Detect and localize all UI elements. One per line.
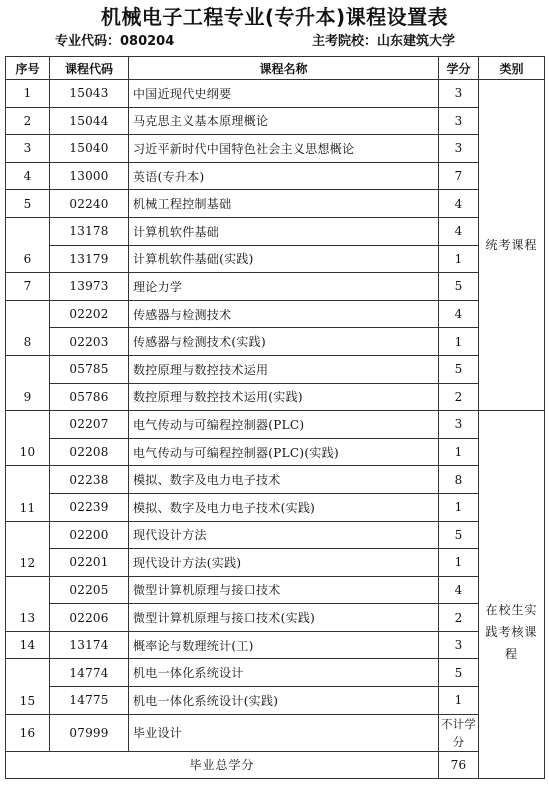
seq-cell: 5 xyxy=(6,190,50,218)
course-table xyxy=(5,56,545,779)
seq-cell: 7 xyxy=(6,273,50,301)
header-code: 课程代码 xyxy=(50,57,129,80)
table-row xyxy=(6,107,545,135)
name-cell: 机电一体化系统设计 xyxy=(129,659,439,687)
code-cell: 02240 xyxy=(50,190,129,218)
name-cell: 机电一体化系统设计(实践) xyxy=(129,687,439,715)
table-row xyxy=(6,687,545,715)
table-row xyxy=(6,190,545,218)
name-cell: 计算机软件基础 xyxy=(129,217,439,245)
credit-cell: 1 xyxy=(439,687,479,715)
credit-cell: 5 xyxy=(439,355,479,383)
credit-cell: 1 xyxy=(439,549,479,577)
code-cell: 05785 xyxy=(50,355,129,383)
total-value: 76 xyxy=(439,751,479,778)
name-cell: 模拟、数字及电力电子技术(实践) xyxy=(129,493,439,521)
seq-cell: 10 xyxy=(6,411,50,466)
credit-cell: 3 xyxy=(439,631,479,659)
total-row xyxy=(6,751,545,778)
code-cell: 02207 xyxy=(50,411,129,439)
credit-cell: 5 xyxy=(439,659,479,687)
seq-cell: 1 xyxy=(6,80,50,108)
credit-cell: 3 xyxy=(439,107,479,135)
name-cell: 概率论与数理统计(工) xyxy=(129,631,439,659)
credit-cell: 8 xyxy=(439,466,479,494)
credit-cell: 1 xyxy=(439,493,479,521)
name-cell: 传感器与检测技术 xyxy=(129,300,439,328)
table-row xyxy=(6,80,545,108)
seq-cell: 9 xyxy=(6,355,50,410)
name-cell: 电气传动与可编程控制器(PLC) xyxy=(129,411,439,439)
header-seq: 序号 xyxy=(6,57,50,80)
table-row xyxy=(6,576,545,604)
seq-cell: 8 xyxy=(6,300,50,355)
code-cell: 15040 xyxy=(50,135,129,163)
credit-cell: 4 xyxy=(439,190,479,218)
table-row xyxy=(6,245,545,273)
page-title: 机械电子工程专业(专升本)课程设置表 xyxy=(100,5,449,29)
table-row xyxy=(6,604,545,632)
table-row xyxy=(6,300,545,328)
name-cell: 电气传动与可编程控制器(PLC)(实践) xyxy=(129,438,439,466)
credit-cell: 4 xyxy=(439,217,479,245)
credit-cell: 2 xyxy=(439,383,479,411)
seq-cell: 12 xyxy=(6,521,50,576)
name-cell: 数控原理与数控技术运用 xyxy=(129,355,439,383)
seq-cell: 4 xyxy=(6,162,50,190)
seq-cell: 15 xyxy=(6,659,50,714)
credit-cell: 7 xyxy=(439,162,479,190)
code-cell: 02239 xyxy=(50,493,129,521)
name-cell: 微型计算机原理与接口技术(实践) xyxy=(129,604,439,632)
credit-cell: 4 xyxy=(439,576,479,604)
code-cell: 14774 xyxy=(50,659,129,687)
major-code: 专业代码：080204 xyxy=(55,34,175,49)
seq-cell: 2 xyxy=(6,107,50,135)
category-exam xyxy=(479,80,545,411)
table-header-row xyxy=(6,57,545,80)
seq-cell: 11 xyxy=(6,466,50,521)
table-row xyxy=(6,217,545,245)
credit-cell: 3 xyxy=(439,80,479,108)
credit-cell: 3 xyxy=(439,135,479,163)
code-cell: 02200 xyxy=(50,521,129,549)
name-cell: 现代设计方法 xyxy=(129,521,439,549)
category-school xyxy=(479,411,545,779)
code-cell: 02238 xyxy=(50,466,129,494)
header-category: 类别 xyxy=(479,57,545,80)
credit-cell: 5 xyxy=(439,273,479,301)
name-cell: 数控原理与数控技术运用(实践) xyxy=(129,383,439,411)
seq-cell: 14 xyxy=(6,631,50,659)
name-cell: 英语(专升本) xyxy=(129,162,439,190)
header-name: 课程名称 xyxy=(129,57,439,80)
table-row xyxy=(6,135,545,163)
table-row xyxy=(6,521,545,549)
code-cell: 13000 xyxy=(50,162,129,190)
exam-school: 主考院校：山东建筑大学 xyxy=(312,34,456,49)
credit-cell: 2 xyxy=(439,604,479,632)
code-cell: 02206 xyxy=(50,604,129,632)
code-cell: 02205 xyxy=(50,576,129,604)
table-row xyxy=(6,714,545,751)
credit-cell: 不计学分 xyxy=(439,714,479,751)
code-cell: 02203 xyxy=(50,328,129,356)
name-cell: 马克思主义基本原理概论 xyxy=(129,107,439,135)
seq-cell: 13 xyxy=(6,576,50,631)
credit-cell: 1 xyxy=(439,438,479,466)
category-exam-label: 统考课程 xyxy=(485,238,538,253)
table-row xyxy=(6,438,545,466)
seq-cell: 16 xyxy=(6,714,50,751)
code-cell: 02201 xyxy=(50,549,129,577)
name-cell: 理论力学 xyxy=(129,273,439,301)
table-row xyxy=(6,328,545,356)
code-cell: 13174 xyxy=(50,631,129,659)
credit-cell: 4 xyxy=(439,300,479,328)
credit-cell: 1 xyxy=(439,245,479,273)
total-label: 毕业总学分 xyxy=(6,751,439,778)
table-row xyxy=(6,411,545,439)
table-row xyxy=(6,466,545,494)
name-cell: 中国近现代史纲要 xyxy=(129,80,439,108)
name-cell: 现代设计方法(实践) xyxy=(129,549,439,577)
name-cell: 模拟、数字及电力电子技术 xyxy=(129,466,439,494)
name-cell: 传感器与检测技术(实践) xyxy=(129,328,439,356)
table-row xyxy=(6,549,545,577)
code-cell: 02202 xyxy=(50,300,129,328)
code-cell: 02208 xyxy=(50,438,129,466)
code-cell: 15043 xyxy=(50,80,129,108)
code-cell: 15044 xyxy=(50,107,129,135)
credit-cell: 1 xyxy=(439,328,479,356)
name-cell: 微型计算机原理与接口技术 xyxy=(129,576,439,604)
code-cell: 13973 xyxy=(50,273,129,301)
category-school-label: 在校生实践考核课程 xyxy=(485,603,538,662)
code-cell: 13178 xyxy=(50,217,129,245)
table-row xyxy=(6,273,545,301)
name-cell: 习近平新时代中国特色社会主义思想概论 xyxy=(129,135,439,163)
table-row xyxy=(6,631,545,659)
table-row xyxy=(6,493,545,521)
name-cell: 毕业设计 xyxy=(129,714,439,751)
seq-cell: 3 xyxy=(6,135,50,163)
table-row xyxy=(6,383,545,411)
seq-cell: 6 xyxy=(6,217,50,272)
code-cell: 14775 xyxy=(50,687,129,715)
header-credit: 学分 xyxy=(439,57,479,80)
table-row xyxy=(6,659,545,687)
credit-cell: 3 xyxy=(439,411,479,439)
credit-cell: 5 xyxy=(439,521,479,549)
table-row xyxy=(6,162,545,190)
name-cell: 计算机软件基础(实践) xyxy=(129,245,439,273)
code-cell: 07999 xyxy=(50,714,129,751)
code-cell: 13179 xyxy=(50,245,129,273)
table-row xyxy=(6,355,545,383)
code-cell: 05786 xyxy=(50,383,129,411)
name-cell: 机械工程控制基础 xyxy=(129,190,439,218)
